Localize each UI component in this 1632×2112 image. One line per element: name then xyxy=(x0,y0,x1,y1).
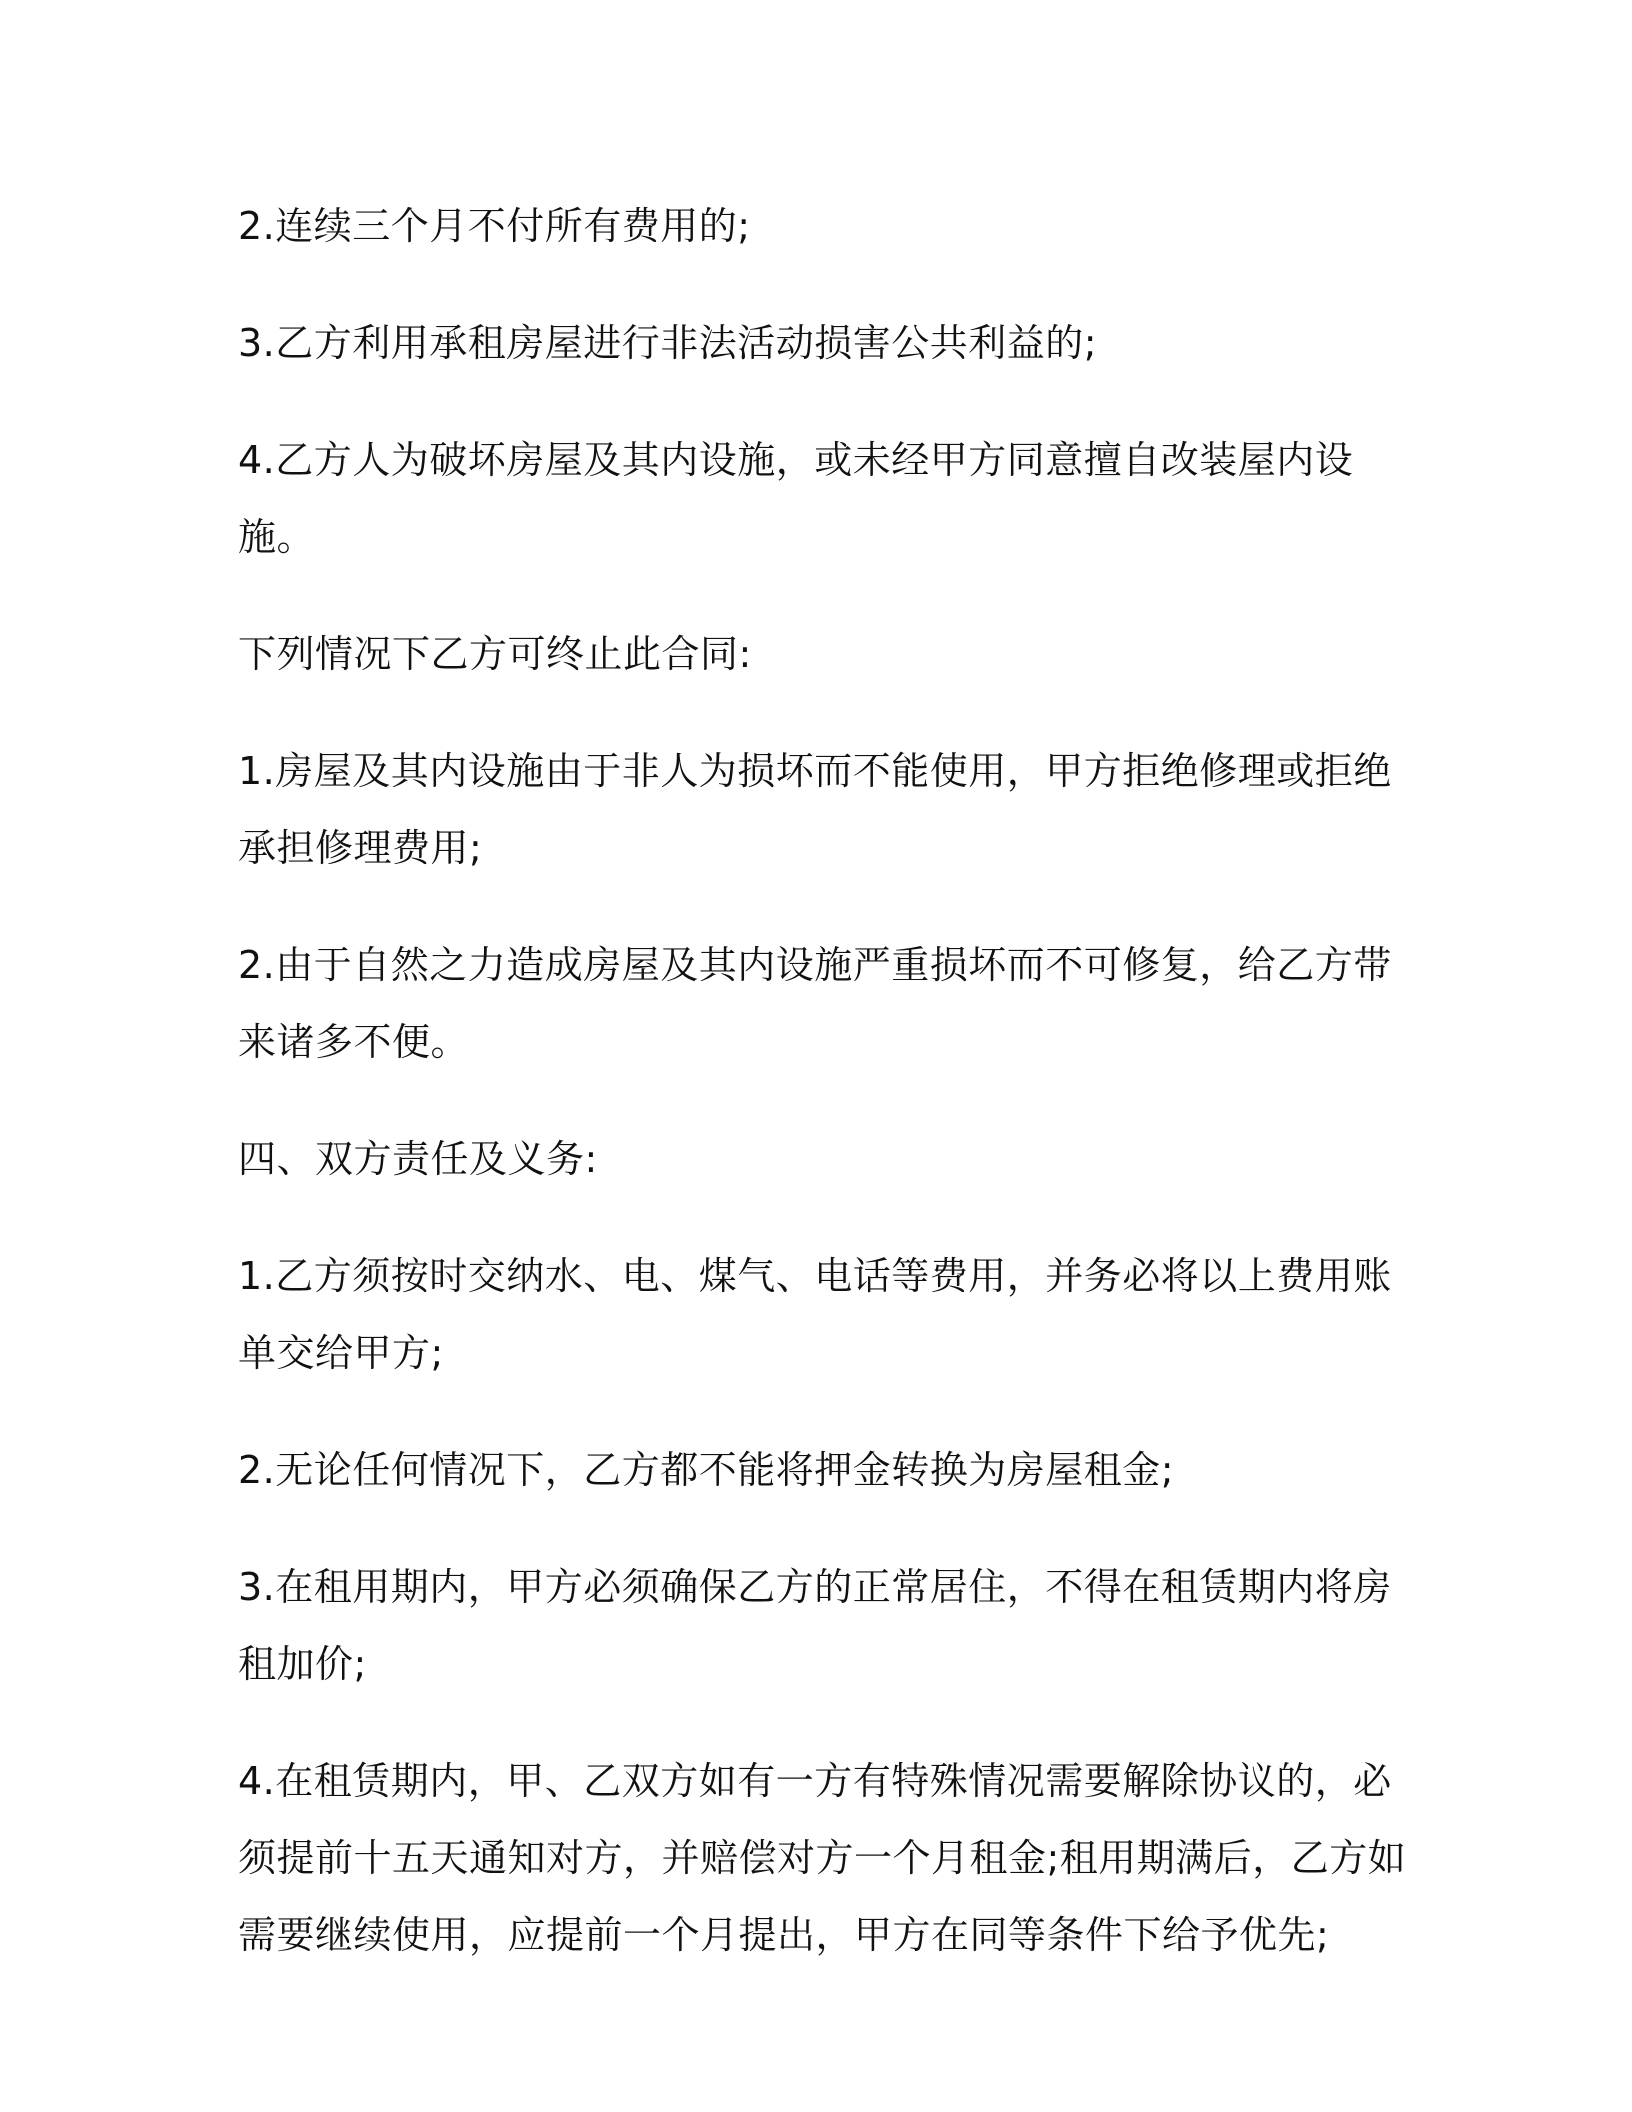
text-line: 2.无论任何情况下，乙方都不能将押金转换为房屋租金; xyxy=(238,1448,1175,1492)
text-line: 下列情况下乙方可终止此合同: xyxy=(238,632,752,676)
clause-paragraph xyxy=(238,1238,1392,1392)
text-line: 1.乙方须按时交纳水、电、煤气、电话等费用，并务必将以上费用账 xyxy=(238,1254,1392,1298)
clause-paragraph xyxy=(238,927,1392,1081)
text-line: 单交给甲方; xyxy=(238,1331,444,1375)
clause-paragraph xyxy=(238,1549,1392,1703)
section-intro xyxy=(238,616,1368,693)
text-line: 4.在租赁期内，甲、乙双方如有一方有特殊情况需要解除协议的，必 xyxy=(238,1759,1392,1803)
section-heading xyxy=(238,1121,1368,1198)
clause-paragraph xyxy=(238,1743,1407,1974)
clause-paragraph xyxy=(238,733,1392,887)
document-body xyxy=(238,188,1407,2014)
text-line: 租加价; xyxy=(238,1642,367,1686)
text-line: 四、双方责任及义务: xyxy=(238,1137,598,1181)
text-line: 1.房屋及其内设施由于非人为损坏而不能使用，甲方拒绝修理或拒绝 xyxy=(238,749,1392,793)
text-line: 2.由于自然之力造成房屋及其内设施严重损坏而不可修复，给乙方带 xyxy=(238,943,1392,987)
text-line: 须提前十五天通知对方，并赔偿对方一个月租金;租用期满后，乙方如 xyxy=(238,1836,1407,1880)
text-line: 需要继续使用，应提前一个月提出，甲方在同等条件下给予优先; xyxy=(238,1913,1330,1957)
clause-paragraph xyxy=(238,422,1368,576)
clause-paragraph xyxy=(238,188,1368,265)
text-line: 施。 xyxy=(238,515,316,559)
text-line: 承担修理费用; xyxy=(238,826,483,870)
text-line: 3.乙方利用承租房屋进行非法活动损害公共利益的; xyxy=(238,321,1098,365)
text-line: 来诸多不便。 xyxy=(238,1020,470,1064)
clause-paragraph xyxy=(238,1432,1368,1509)
text-line: 4.乙方人为破坏房屋及其内设施，或未经甲方同意擅自改装屋内设 xyxy=(238,438,1354,482)
text-line: 2.连续三个月不付所有费用的; xyxy=(238,204,751,248)
text-line: 3.在租用期内，甲方必须确保乙方的正常居住，不得在租赁期内将房 xyxy=(238,1565,1392,1609)
clause-paragraph xyxy=(238,305,1368,382)
